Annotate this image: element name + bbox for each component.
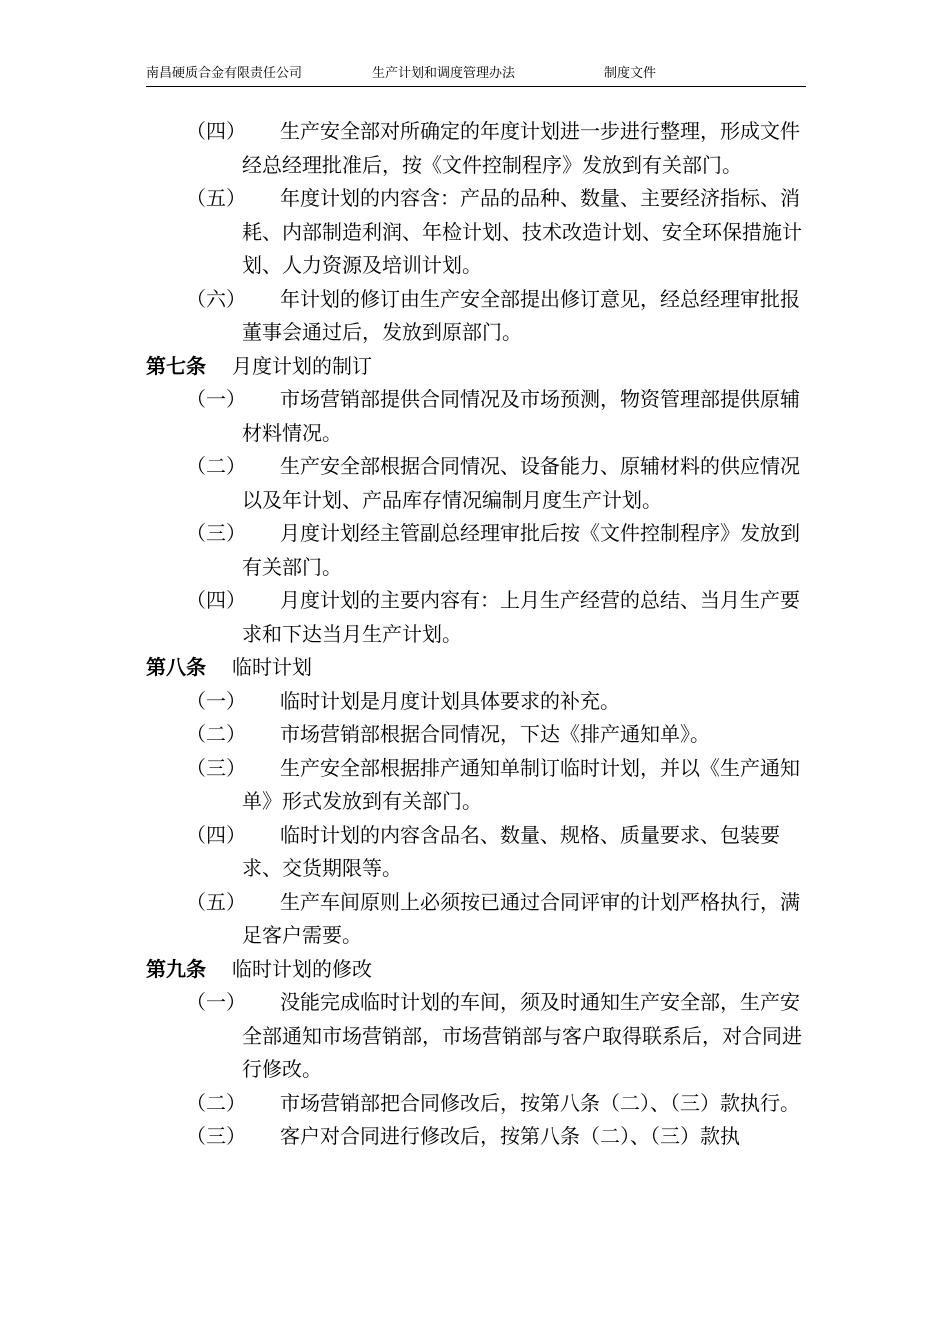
header-document-title: 生产计划和调度管理办法 (372, 66, 516, 81)
list-item (146, 1087, 810, 1121)
item-text: 没能完成临时计划的车间，须及时通知生产安全部，生产安全部通知市场营销部，市场营销部与客户取得联系后，对合同进行修改。 (242, 990, 802, 1081)
item-number: （四） (186, 588, 246, 612)
article-title: 临时计划 (232, 655, 312, 679)
article-label: 第七条 (146, 353, 206, 378)
item-number: （一） (186, 688, 246, 713)
article-heading (146, 350, 810, 384)
list-item (146, 383, 810, 450)
article-heading (146, 953, 810, 987)
document-body (146, 115, 810, 1154)
item-number: （三） (186, 755, 246, 780)
article-label: 第九条 (146, 956, 206, 981)
item-text: 年度计划的内容含：产品的品种、数量、主要经济指标、消耗、内部制造利润、年检计划、技术改造计划、安全环保措施计划、人力资源及培训计划。 (242, 186, 802, 277)
item-text: 市场营销部根据合同情况，下达《排产通知单》。 (280, 722, 710, 746)
page-header (146, 64, 806, 87)
item-text: 市场营销部把合同修改后，按第八条（二）、（三）款执行。 (280, 1090, 800, 1115)
item-text: 生产安全部根据排产通知单制订临时计划，并以《生产通知单》形式发放到有关部门。 (242, 755, 800, 813)
list-item (146, 986, 810, 1087)
item-number: （五） (186, 186, 246, 210)
list-item (146, 283, 810, 350)
list-item (146, 182, 810, 283)
item-text: 生产车间原则上必须按已通过合同评审的计划严格执行，满足客户需要。 (242, 889, 800, 947)
header-doc-type: 制度文件 (604, 66, 657, 81)
item-text: 市场营销部提供合同情况及市场预测，物资管理部提供原辅材料情况。 (242, 387, 800, 445)
article-heading (146, 651, 810, 685)
article-label: 第八条 (146, 655, 206, 679)
item-number: （一） (186, 387, 246, 411)
item-number: （二） (186, 454, 246, 478)
list-item (146, 1120, 810, 1154)
list-item (146, 685, 810, 719)
item-number: （五） (186, 889, 246, 914)
list-item (146, 584, 810, 651)
list-item (146, 886, 810, 953)
list-item (146, 450, 810, 517)
item-number: （四） (186, 119, 246, 143)
item-number: （三） (186, 521, 246, 545)
item-number: （一） (186, 990, 246, 1014)
item-number: （二） (186, 722, 246, 746)
header-company: 南昌硬质合金有限责任公司 (146, 66, 303, 81)
item-text: 生产安全部根据合同情况、设备能力、原辅材料的供应情况以及年计划、产品库存情况编制月度生产计划。 (242, 454, 800, 512)
item-text: 临时计划的内容含品名、数量、规格、质量要求、包装要求、交货期限等。 (242, 822, 780, 880)
article-title: 临时计划的修改 (232, 956, 372, 981)
item-number: （四） (186, 822, 246, 847)
list-item (146, 115, 810, 182)
item-number: （三） (186, 1124, 246, 1148)
item-text: 生产安全部对所确定的年度计划进一步进行整理，形成文件经总经理批准后，按《文件控制程序》发放到有关部门。 (242, 119, 800, 177)
item-text: 年计划的修订由生产安全部提出修订意见，经总经理审批报董事会通过后，发放到原部门。 (242, 286, 800, 344)
list-item (146, 819, 810, 886)
item-text: 临时计划是月度计划具体要求的补充。 (280, 688, 620, 713)
article-title: 月度计划的制订 (232, 353, 372, 378)
item-number: （六） (186, 286, 246, 311)
item-text: 月度计划的主要内容有：上月生产经营的总结、当月生产要求和下达当月生产计划。 (242, 588, 800, 646)
item-number: （二） (186, 1090, 246, 1115)
list-item (146, 718, 810, 752)
item-text: 月度计划经主管副总经理审批后按《文件控制程序》发放到有关部门。 (242, 521, 800, 579)
list-item (146, 752, 810, 819)
list-item (146, 517, 810, 584)
item-text: 客户对合同进行修改后，按第八条（二）、（三）款执 (280, 1124, 740, 1148)
